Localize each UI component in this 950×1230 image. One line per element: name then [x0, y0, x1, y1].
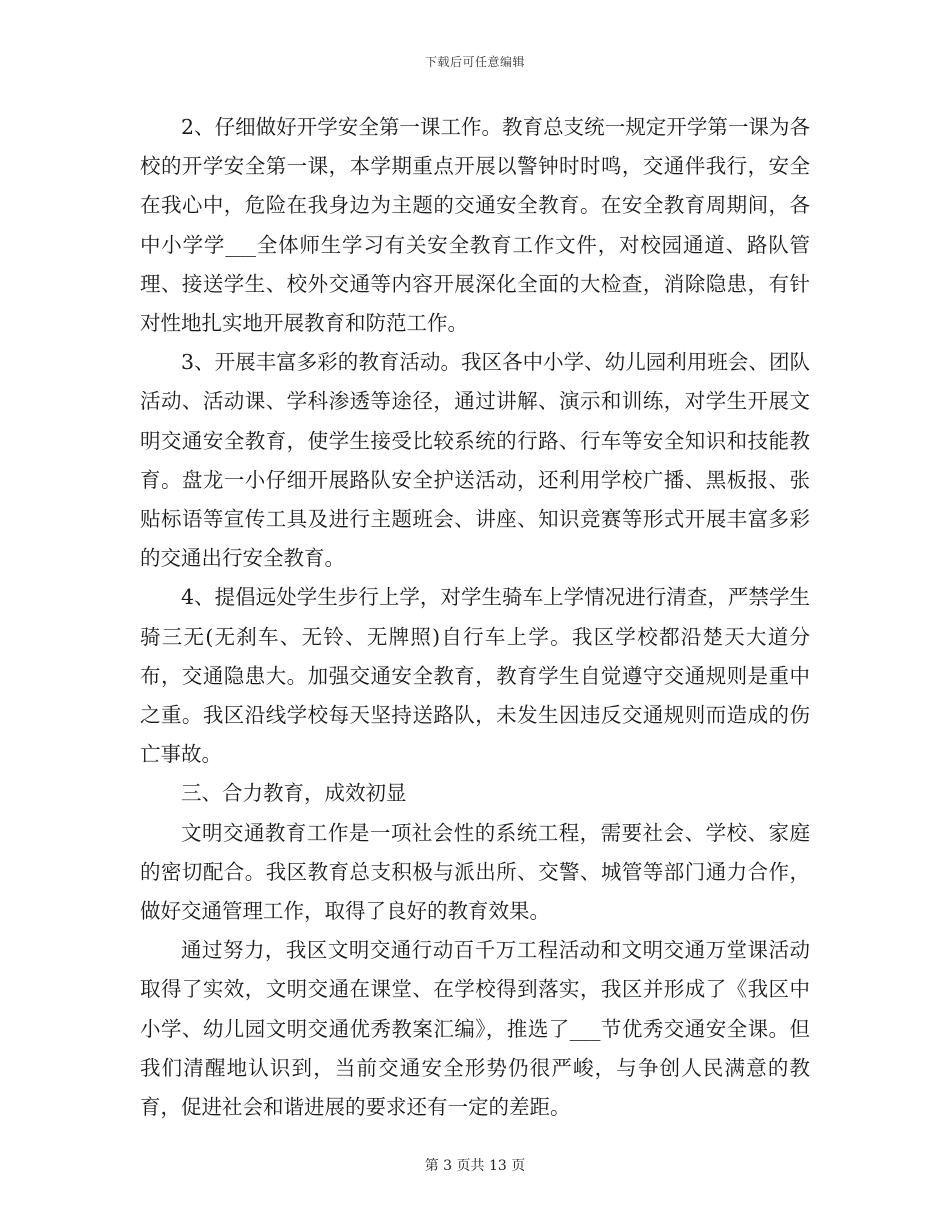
paragraph-results: 通过努力，我区文明交通行动百千万工程活动和文明交通万堂课活动取得了实效，文明交通在课堂、在学校得到落实，我区并形成了《我区中小学、幼儿园文明交通优秀教案汇编》，推选了___节优秀交通安全课。但我们清醒地认识到，当前交通安全形势仍很严峻，与争创人民满意的教育，促进社会和谐进展的要求还有一定的差距。 [140, 938, 810, 1120]
paragraph-item-2: 2、仔细做好开学安全第一课工作。教育总支统一规定开学第一课为各校的开学安全第一课，本学期重点开展以警钟时时鸣，交通伴我行，安全在我心中，危险在我身边为主题的交通安全教育。在安全教育周期间，各中小学学___全体师生学习有关安全教育工作文件，对校园通道、路队管理、接送学生、校外交通等内容开展深化全面的大检查，消除隐患，有针对性地扎实地开展教育和防范工作。 [140, 115, 810, 336]
paragraph-cooperation: 文明交通教育工作是一项社会性的系统工程，需要社会、学校、家庭的密切配合。我区教育总支积极与派出所、交警、城管等部门通力合作，做好交通管理工作，取得了良好的教育效果。 [140, 820, 810, 924]
page-header: 下载后可任意编辑 [424, 55, 525, 69]
section-heading: 三、合力教育，成效初显 [181, 781, 407, 806]
paragraph-item-3: 3、开展丰富多彩的教育活动。我区各中小学、幼儿园利用班会、团队活动、活动课、学科渗透等途径，通过讲解、演示和训练，对学生开展文明交通安全教育，使学生接受比较系统的行路、行车等安全知识和技能教育。盘龙一小仔细开展路队安全护送活动，还利用学校广播、黑板报、张贴标语等宣传工具及进行主题班会、讲座、知识竞赛等形式开展丰富多彩的交通出行安全教育。 [140, 350, 810, 571]
document-body [140, 108, 810, 1127]
page-number: 第 3 页共 13 页 [424, 1158, 526, 1174]
paragraph-item-4: 4、提倡远处学生步行上学，对学生骑车上学情况进行清查，严禁学生骑三无(无刹车、无铃、无牌照)自行车上学。我区学校都沿楚天大道分布，交通隐患大。加强交通安全教育，教育学生自觉遵守交通规则是重中之重。我区沿线学校每天坚持送路队，未发生因违反交通规则而造成的伤亡事故。 [140, 585, 810, 767]
